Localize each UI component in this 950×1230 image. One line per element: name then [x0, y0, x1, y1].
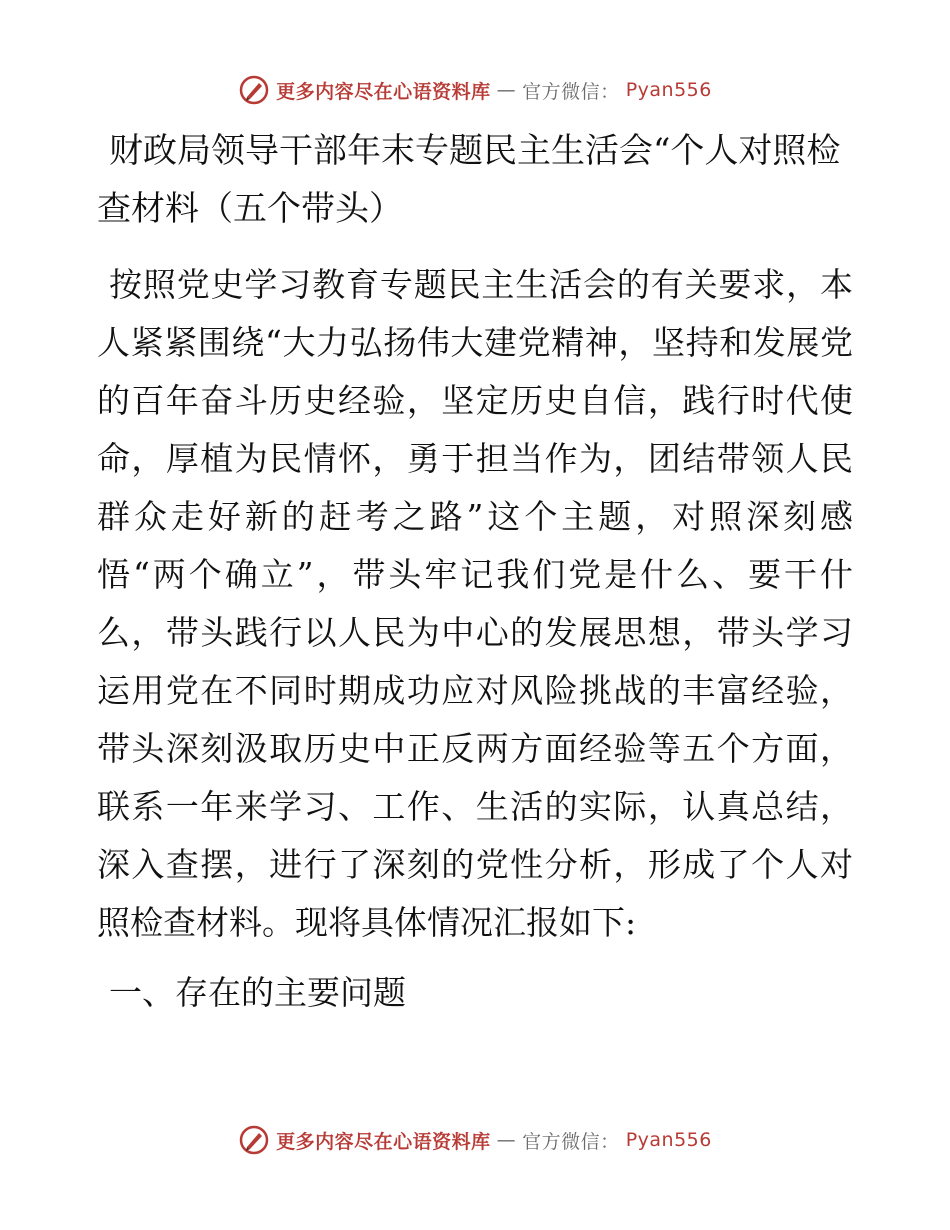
- watermark-banner-top: [0, 70, 950, 110]
- pen-logo-icon: [238, 1124, 270, 1156]
- watermark-id: Pyan556: [625, 79, 712, 101]
- watermark-id: Pyan556: [625, 1129, 712, 1151]
- document-title: 财政局领导干部年末专题民主生活会“个人对照检查材料（五个带头）: [97, 131, 841, 229]
- watermark-main-text: 更多内容尽在心语资料库: [276, 80, 491, 103]
- document-body: [97, 122, 853, 1022]
- watermark-main-text: 更多内容尽在心语资料库: [276, 1130, 491, 1153]
- watermark-separator: —: [496, 1129, 517, 1151]
- pen-logo-icon: [238, 74, 270, 106]
- watermark-separator: —: [496, 79, 517, 101]
- intro-paragraph: 按照党史学习教育专题民主生活会的有关要求，本人紧紧围绕“大力弘扬伟大建党精神，坚持和发展党的百年奋斗历史经验，坚定历史自信，践行时代使命，厚植为民情怀，勇于担当作为，团结带领人民群众走好新的赶考之路”这个主题，对照深刻感悟“两个确立”，带头牢记我们党是什么、要干什么，带头践行以人民为中心的发展思想，带头学习运用党在不同时期成功应对风险挑战的丰富经验，带头深刻汲取历史中正反两方面经验等五个方面，联系一年来学习、工作、生活的实际，认真总结，深入查摆，进行了深刻的党性分析，形成了个人对照检查材料。现将具体情况汇报如下:: [97, 265, 853, 942]
- watermark-label: 官方微信：: [522, 1130, 620, 1153]
- watermark-label: 官方微信：: [522, 80, 620, 103]
- section-heading: 一、存在的主要问题: [109, 973, 406, 1012]
- watermark-banner-bottom: [0, 1120, 950, 1160]
